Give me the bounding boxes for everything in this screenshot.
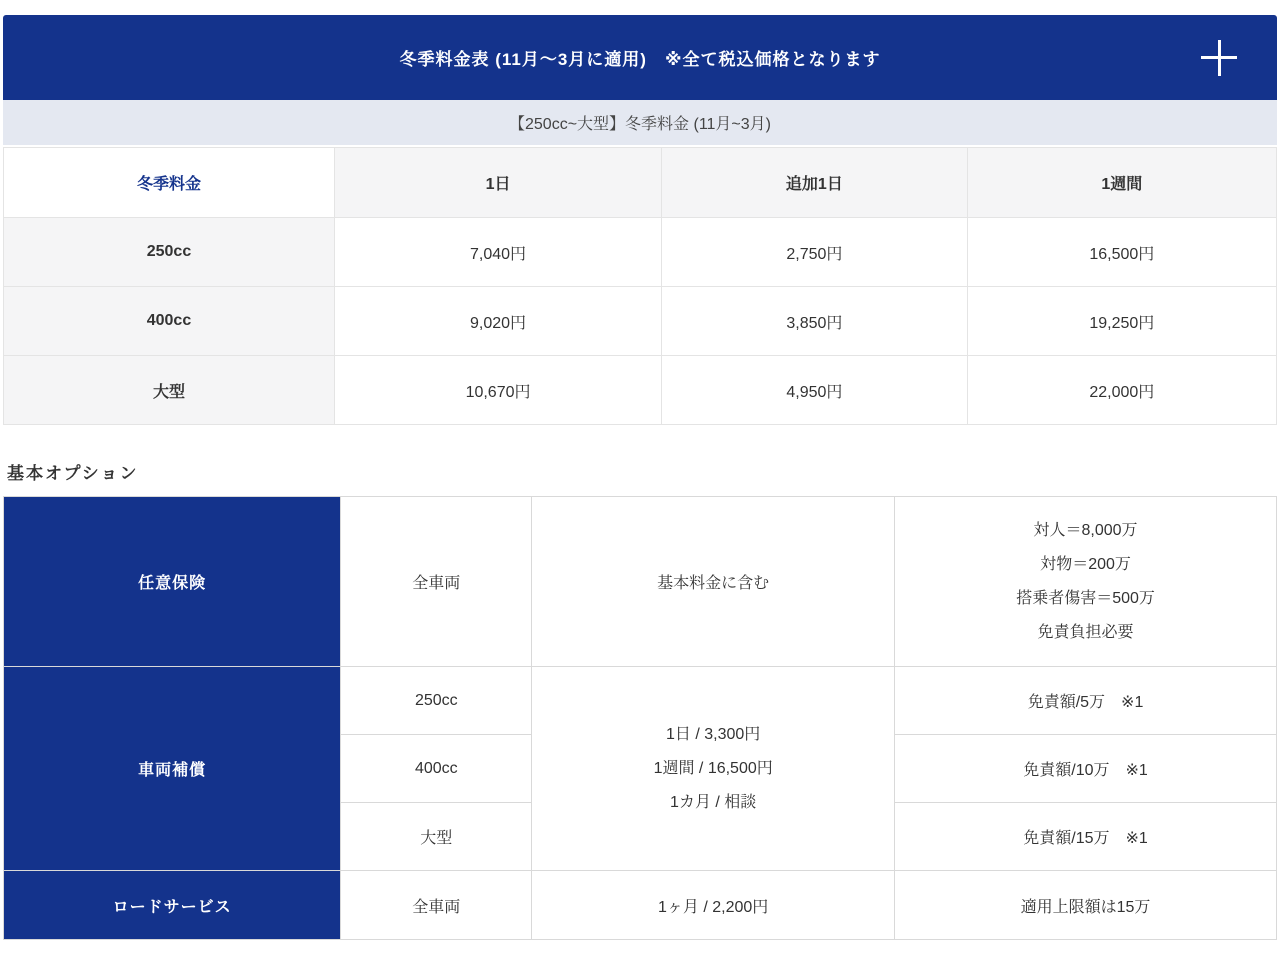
coverage-line-taibutsu: 対物＝200万 bbox=[1040, 555, 1131, 573]
winter-table-caption bbox=[3, 100, 1277, 145]
compensation-vehicle-400cc: 400cc bbox=[341, 735, 532, 803]
price-250cc-extraday: 2,750円 bbox=[662, 218, 968, 287]
compensation-note-ogata: 免責額/15万 ※1 bbox=[895, 803, 1277, 871]
winter-price-table bbox=[3, 147, 1277, 425]
compensation-price-1month: 1カ月 / 相談 bbox=[670, 793, 757, 811]
winter-price-accordion-header[interactable] bbox=[3, 15, 1277, 100]
row-label-ogata: 大型 bbox=[4, 356, 335, 425]
compensation-note-400cc: 免責額/10万 ※1 bbox=[895, 735, 1277, 803]
price-400cc-1day: 9,020円 bbox=[334, 287, 661, 356]
price-ogata-1day: 10,670円 bbox=[334, 356, 661, 425]
winter-table-caption-text: 【250cc~大型】冬季料金 (11月~3月) bbox=[509, 116, 771, 133]
winter-header-row bbox=[4, 148, 1277, 218]
price-ogata-1week: 22,000円 bbox=[967, 356, 1276, 425]
compensation-vehicle-250cc: 250cc bbox=[341, 667, 532, 735]
coverage-line-menseki: 免責負担必要 bbox=[1037, 623, 1134, 641]
roadservice-price: 1ヶ月 / 2,200円 bbox=[532, 871, 895, 940]
compensation-price-1week: 1週間 / 16,500円 bbox=[653, 759, 773, 777]
row-label-roadservice: ロードサービス bbox=[4, 871, 341, 940]
coverage-line-tojosha: 搭乗者傷害＝500万 bbox=[1016, 589, 1155, 607]
plus-icon[interactable] bbox=[1201, 40, 1237, 76]
insurance-price: 基本料金に含む bbox=[532, 497, 895, 667]
winter-price-title: 冬季料金表 (11月〜3月に適用) ※全て税込価格となります bbox=[399, 50, 881, 69]
roadservice-vehicle: 全車両 bbox=[341, 871, 532, 940]
roadservice-note: 適用上限額は15万 bbox=[895, 871, 1277, 940]
coverage-line-taijin: 対人＝8,000万 bbox=[1033, 521, 1138, 539]
table-row-ogata bbox=[4, 356, 1277, 425]
price-250cc-1day: 7,040円 bbox=[334, 218, 661, 287]
insurance-coverage bbox=[895, 497, 1277, 667]
table-row-250cc bbox=[4, 218, 1277, 287]
price-400cc-1week: 19,250円 bbox=[967, 287, 1276, 356]
winter-header-1week: 1週間 bbox=[967, 148, 1276, 218]
table-row-400cc bbox=[4, 287, 1277, 356]
compensation-vehicle-ogata: 大型 bbox=[341, 803, 532, 871]
price-ogata-extraday: 4,950円 bbox=[662, 356, 968, 425]
compensation-note-250cc: 免責額/5万 ※1 bbox=[895, 667, 1277, 735]
table-row-compensation-250cc bbox=[4, 667, 1277, 735]
compensation-price-1day: 1日 / 3,300円 bbox=[666, 725, 761, 743]
insurance-vehicle: 全車両 bbox=[341, 497, 532, 667]
row-label-400cc: 400cc bbox=[4, 287, 335, 356]
row-label-250cc: 250cc bbox=[4, 218, 335, 287]
row-label-compensation: 車両補償 bbox=[4, 667, 341, 871]
row-label-insurance: 任意保険 bbox=[4, 497, 341, 667]
winter-header-1day: 1日 bbox=[334, 148, 661, 218]
winter-header-extraday: 追加1日 bbox=[662, 148, 968, 218]
table-row-roadservice bbox=[4, 871, 1277, 940]
price-250cc-1week: 16,500円 bbox=[967, 218, 1276, 287]
options-heading: 基本オプション bbox=[7, 464, 139, 483]
compensation-prices bbox=[532, 667, 895, 871]
table-row-insurance bbox=[4, 497, 1277, 667]
price-400cc-extraday: 3,850円 bbox=[662, 287, 968, 356]
winter-header-corner: 冬季料金 bbox=[4, 148, 335, 218]
basic-options-table bbox=[3, 496, 1277, 940]
